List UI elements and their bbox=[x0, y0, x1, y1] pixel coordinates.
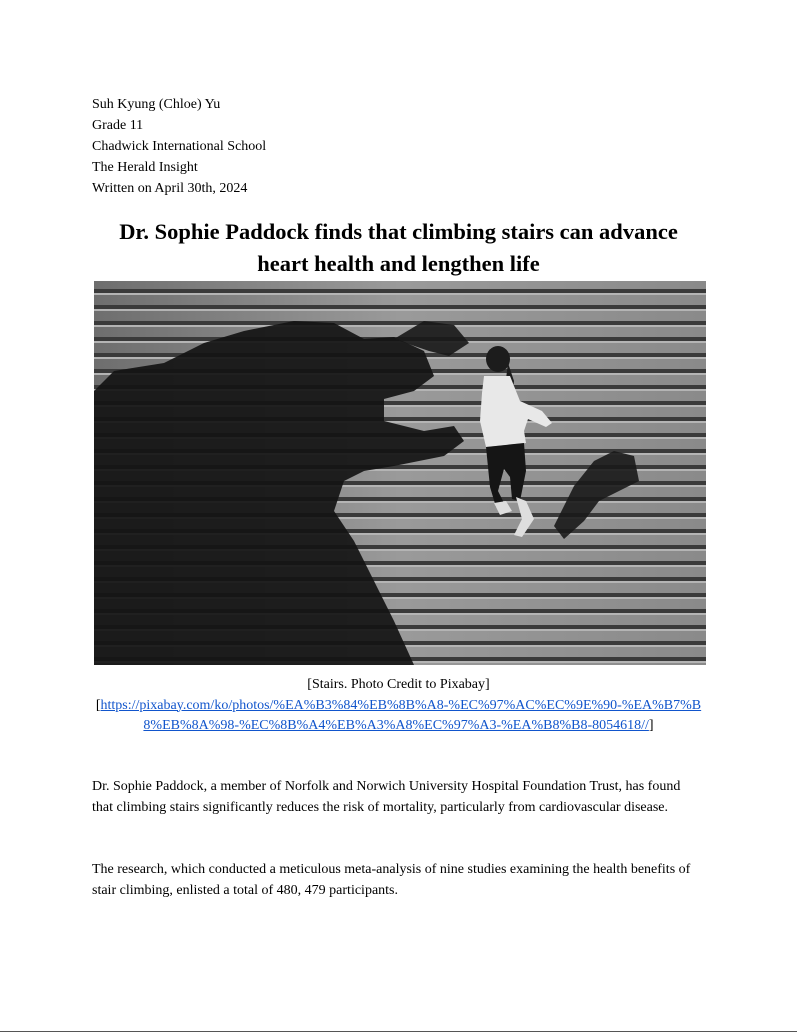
publication-name: The Herald Insight bbox=[92, 160, 198, 175]
stair-highlight bbox=[94, 325, 706, 327]
paragraph-2: The research, which conducted a meticulous meta-analysis of nine studies examining the health benefits of stair climbing, enlisted a total of 480, 479 participants. bbox=[92, 862, 691, 898]
close-bracket: ] bbox=[648, 718, 654, 733]
page-bottom-border bbox=[0, 1031, 797, 1032]
stair-highlight bbox=[94, 309, 706, 311]
author-name: Suh Kyung (Chloe) Yu bbox=[92, 97, 221, 112]
stairs-photo bbox=[94, 281, 706, 665]
open-bracket: [ bbox=[95, 697, 101, 713]
photo-source-link[interactable]: https://pixabay.com/ko/photos/%EA%B3%84%EB%8B%A8-%EC%97%AC%EC%9E%90-%EA%B7%B8%EB%8A%98-%EC%8B%A4%EB%A3%A8%EC%97%A3-%EA%B8%B8-8054618// bbox=[100, 697, 702, 733]
photo-credit: [Stairs. Photo Credit to Pixabay] bbox=[307, 677, 490, 692]
stair-edge bbox=[94, 289, 706, 293]
article-title: Dr. Sophie Paddock finds that climbing stairs can advance heart health and lengthen life bbox=[119, 219, 678, 276]
stair-edge bbox=[94, 321, 706, 325]
author-school: Chadwick International School bbox=[92, 139, 267, 154]
author-info bbox=[92, 94, 266, 199]
author-grade: Grade 11 bbox=[92, 118, 144, 133]
written-date: Written on April 30th, 2024 bbox=[92, 181, 248, 196]
photo-source-line bbox=[92, 696, 705, 737]
stair-edge bbox=[94, 305, 706, 309]
stair-highlight bbox=[94, 293, 706, 295]
photo-caption bbox=[92, 675, 705, 737]
paragraph-1: Dr. Sophie Paddock, a member of Norfolk and Norwich University Hospital Foundation Trust, has found that climbing stairs significantly reduces the risk of mortality, particularly from cardiovascular disease. bbox=[92, 779, 681, 815]
